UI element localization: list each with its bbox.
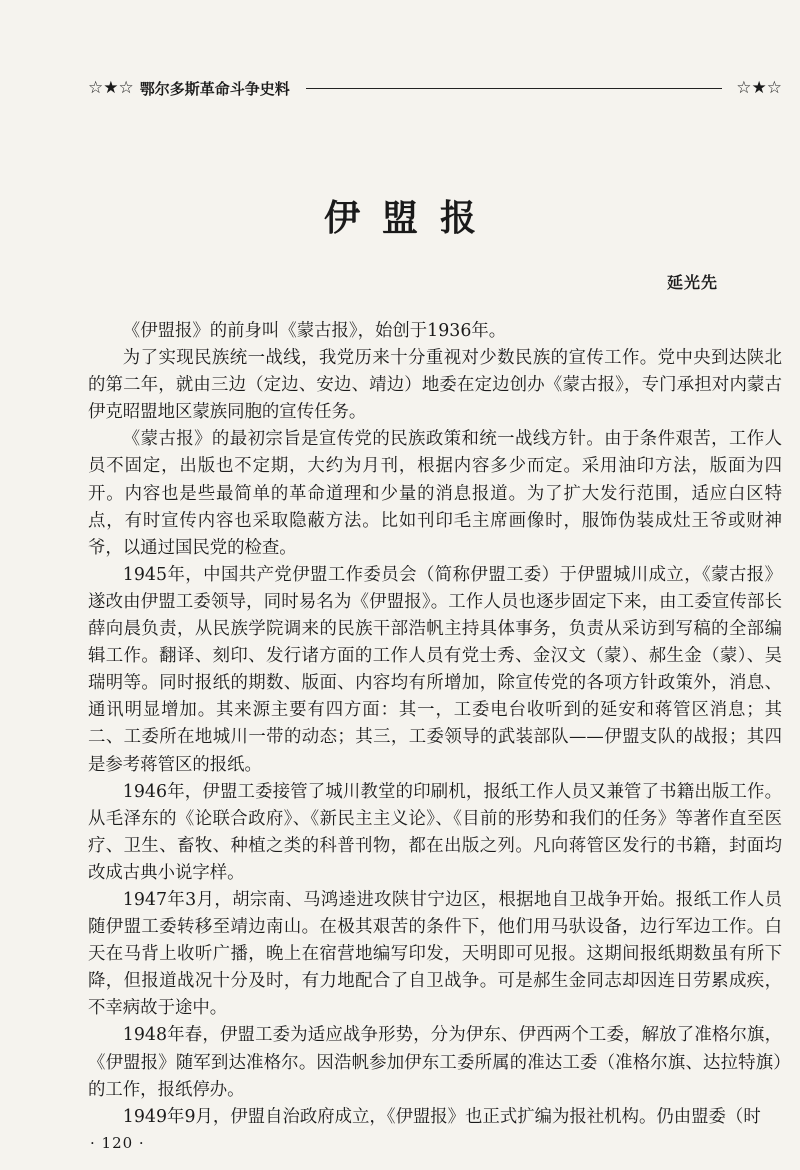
article-author: 延光先 (666, 273, 718, 292)
running-header (88, 74, 782, 102)
paragraph-3: 《蒙古报》的最初宗旨是宣传党的民族政策和统一战线方针。由于条件艰苦，工作人员不固定，出版也不定期，大约为月刊，根据内容多少而定。采用油印方法，版面为四开。内容也是些最简单的革命道理和少量的消息报道。为了扩大发行范围，适应白区特点，有时宣传内容也采取隐蔽方法。比如刊印毛主席画像时，服饰伪装成灶王爷或财神爷，以通过国民党的检查。 (88, 429, 782, 558)
page-number: · 120 · (90, 1134, 145, 1152)
header-rule (306, 88, 723, 89)
running-header-title: 鄂尔多斯革命斗争史料 (139, 79, 290, 98)
paragraph-1: 《伊盟报》的前身叫《蒙古报》，始创于1936年。 (122, 321, 507, 341)
paragraph-6: 1947年3月，胡宗南、马鸿逵进攻陕甘宁边区，根据地自卫战争开始。报纸工作人员随伊盟工委转移至靖边南山。在极其艰苦的条件下，他们用马驮设备，边行军边工作。白天在马背上收听广播，晚上在宿营地编写印发，天明即可见报。这期间报纸期数虽有所下降，但报道战况十分及时，有力地配合了自卫战争。可是郝生金同志却因连日劳累成疾，不幸病故于途中。 (88, 889, 782, 1019)
paragraph-5: 1946年，伊盟工委接管了城川教堂的印刷机，报纸工作人员又兼管了书籍出版工作。从毛泽东的《论联合政府》、《新民主主义论》、《目前的形势和我们的任务》等著作直至医疗、卫生、畜牧、种植之类的科普刊物，都在出版之列。凡向蒋管区发行的书籍，封面均改成古典小说字样。 (88, 781, 782, 883)
article-body (88, 318, 782, 1131)
paragraph-7: 1948年春，伊盟工委为适应战争形势，分为伊东、伊西两个工委，解放了准格尔旗，《伊盟报》随军到达准格尔。因浩帆参加伊东工委所属的准达工委（准格尔旗、达拉特旗）的工作，报纸停办。 (88, 1025, 782, 1100)
stars-decoration-right: ☆★☆ (736, 77, 782, 98)
paragraph-2: 为了实现民族统一战线，我党历来十分重视对少数民族的宣传工作。党中央到达陕北的第二年，就由三边（定边、安边、靖边）地委在定边创办《蒙古报》，专门承担对内蒙古伊克昭盟地区蒙族同胞的宣传任务。 (88, 348, 782, 423)
article-title: 伊盟报 (323, 197, 498, 239)
paragraph-8: 1949年9月，伊盟自治政府成立，《伊盟报》也正式扩编为报社机构。仍由盟委（时 (122, 1106, 761, 1127)
stars-decoration-left: ☆★☆ (88, 77, 134, 98)
paragraph-4: 1945年，中国共产党伊盟工作委员会（简称伊盟工委）于伊盟城川成立，《蒙古报》遂改由伊盟工委领导，同时易名为《伊盟报》。工作人员也逐步固定下来，由工委宣传部长薛向晨负责，从民族学院调来的民族干部浩帆主持具体事务，负责从采访到写稿的全部编辑工作。翻译、刻印、发行诸方面的工作人员有党士秀、金汉文（蒙）、郝生金（蒙）、吴瑞明等。同时报纸的期数、版面、内容均有所增加，除宣传党的各项方针政策外，消息、通讯明显增加。其来源主要有四方面：其一，工委电台收听到的延安和蒋管区消息；其二、工委所在地城川一带的动态；其三，工委领导的武装部队——伊盟支队的战报；其四是参考蒋管区的报纸。 (88, 564, 782, 775)
